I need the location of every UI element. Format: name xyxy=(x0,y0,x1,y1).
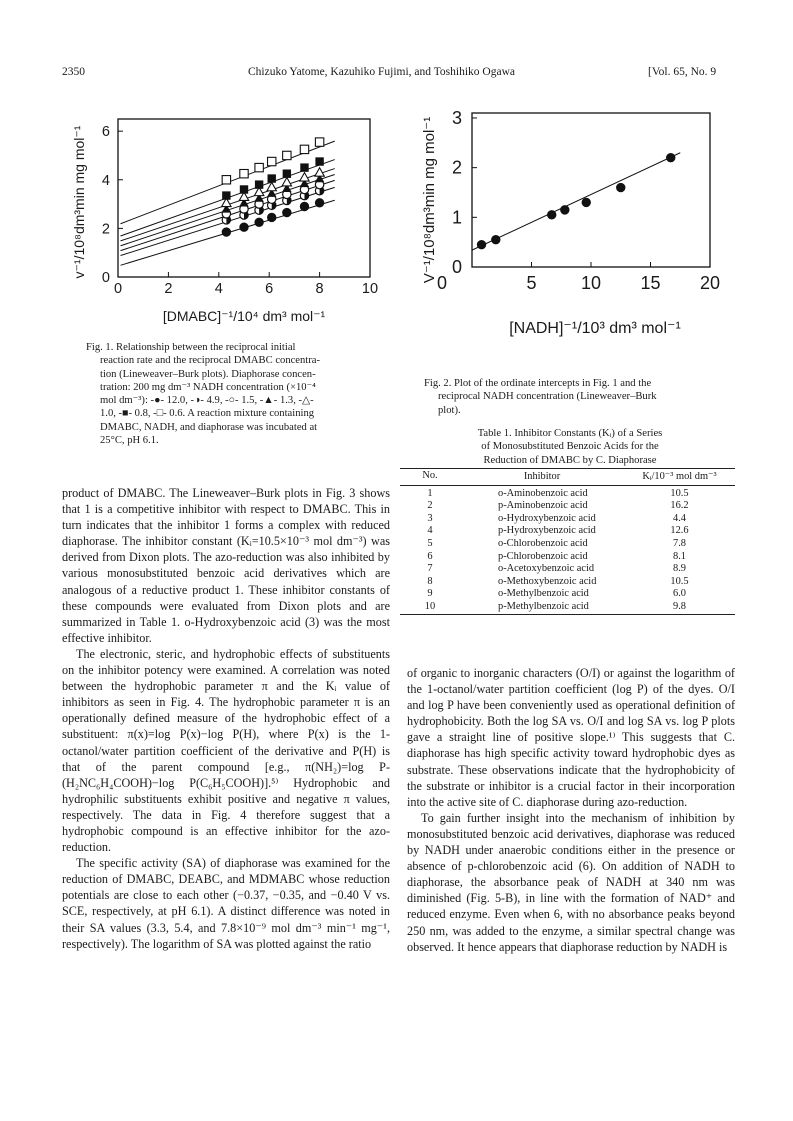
figure-2-caption xyxy=(424,377,724,417)
caption-line: reciprocal NADH concentration (Lineweaver–Burk xyxy=(438,391,657,403)
table-title-line: Reduction of DMABC by C. Diaphorase xyxy=(483,454,657,466)
table-cell-ki: 8.1 xyxy=(673,550,686,562)
paragraph: To gain further insight into the mechanism of inhibition by monosubstituted benzoic acid derivatives, diaphorase was reduced by NADH under anaerobic conditions either in the presence or absence of p-chlorobenzoic acid (6). On addition of NADH to diaphorase, the absorbance peak of NADH at 340 nm was diminished (Fig. 5-B), in line with the formation of NAD⁺ and reduced enzyme. Even when 6, with no absorbance peaks beyond 250 nm, was added to the enzyme, a similar spectral change was observed. It hence appears that diaphorase reduction by NADH is xyxy=(407,810,735,954)
table-cell-no: 3 xyxy=(427,512,433,524)
x-axis-label: [DMABC]⁻¹/10⁴ dm³ mol⁻¹ xyxy=(162,308,326,324)
table-row xyxy=(400,551,735,564)
fit-line xyxy=(472,153,680,250)
caption-line: DMABC, NADH, and diaphorase was incubated at xyxy=(100,421,318,433)
x-tick-label: 6 xyxy=(265,281,274,297)
figure-1-plot xyxy=(62,95,392,335)
data-point-open-square xyxy=(283,151,291,159)
x-tick-label: 20 xyxy=(699,273,721,293)
table-cell-inhibitor: p-Hydroxybenzoic acid xyxy=(498,525,596,537)
table-cell-inhibitor: o-Methylbenzoic acid xyxy=(498,588,589,600)
caption-line: 1.0, -■- 0.8, -□- 0.6. A reaction mixture containing xyxy=(100,408,315,420)
table-cell-ki: 7.8 xyxy=(673,537,686,549)
table-cell-inhibitor: p-Chlorobenzoic acid xyxy=(498,550,588,562)
data-point-open-square xyxy=(315,138,323,146)
table-title-line: Table 1. Inhibitor Constants (Kᵢ) of a Series xyxy=(477,428,663,439)
caption-line: tion (Lineweaver–Burk plots). Diaphorase concen- xyxy=(100,368,316,380)
x-tick-label: 0 xyxy=(113,281,123,297)
table-cell-no: 8 xyxy=(427,575,433,587)
table-cell-inhibitor: o-Methoxybenzoic acid xyxy=(498,575,597,587)
journal-volume: [Vol. 65, No. 9 xyxy=(648,66,717,78)
y-axis-label: V⁻¹/10⁸dm³min mg mol⁻¹ xyxy=(421,116,438,284)
x-tick-label: 4 xyxy=(214,281,223,297)
table-cell-inhibitor: p-Methylbenzoic acid xyxy=(498,600,589,612)
table-1 xyxy=(400,468,735,615)
y-tick-label: 1 xyxy=(451,207,462,228)
y-tick-label: 2 xyxy=(451,157,462,178)
data-point-filled-circle xyxy=(667,154,675,162)
data-point-filled-circle xyxy=(255,218,263,226)
caption-line: 25°C, pH 6.1. xyxy=(100,435,159,447)
figure-1 xyxy=(62,95,392,335)
caption-line: tration: 200 mg dm⁻³ NADH concentration (×10⁻⁴ xyxy=(100,381,316,393)
table-cell-inhibitor: o-Aminobenzoic acid xyxy=(498,487,588,499)
table-cell-no: 10 xyxy=(424,600,436,612)
data-point-open-triangle xyxy=(282,178,291,186)
data-point-filled-square xyxy=(222,191,230,199)
table-cell-no: 1 xyxy=(427,487,433,499)
data-point-filled-circle xyxy=(222,228,230,236)
data-point-open-triangle xyxy=(300,173,309,181)
x-axis-label: [NADH]⁻¹/10³ dm³ mol⁻¹ xyxy=(509,320,681,337)
paragraph: product of DMABC. The Lineweaver–Burk plots in Fig. 3 shows that 1 is a competitive inhibitor with respect to DMABC. This in turn indicates that the inhibitor 1 forms a complex with reduced diaphorase. The inhibitor constant (Kᵢ=10.5×10⁻³ mol dm⁻³) was derived from Dixon plots. The azo-reduction was also inhibited by various monosubstituted benzoic acid derivatives which are analogous of a reductive product 1. These inhibitor constants of these compounds were evaluated from Dixon plots and are summarized in Table 1. o-Hydroxybenzoic acid (3) was the most effective inhibitor. xyxy=(62,486,390,645)
table-header-ki: Kᵢ/10⁻³ mol dm⁻³ xyxy=(642,470,717,482)
table-row xyxy=(400,601,735,614)
table-cell-ki: 4.4 xyxy=(673,512,686,524)
data-point-filled-circle xyxy=(300,202,308,210)
caption-line: Fig. 1. Relationship between the reciprocal initial xyxy=(86,342,296,353)
page-number: 2350 xyxy=(62,66,85,78)
paragraph: The specific activity (SA) of diaphorase was examined for the reduction of DMABC, DEABC, and MDMABC whose reduction potentials are close to each other (−0.37, −0.35, and −0.40 V vs. SCE, respectively, at pH 6.1). A distinct difference was noted in their SA values (3.3, 5.4, and 7.8×10⁻⁹ mol dm⁻³ min⁻¹ mg⁻¹, respectively). The logarithm of SA was plotted against the ratio xyxy=(62,856,390,951)
y-tick-label: 3 xyxy=(451,107,462,128)
data-point-filled-circle xyxy=(582,198,590,206)
table-header-row xyxy=(400,469,735,485)
data-point-filled-circle xyxy=(240,223,248,231)
figure-2-plot xyxy=(410,95,740,345)
table-cell-inhibitor: o-Chlorobenzoic acid xyxy=(498,537,588,549)
data-point-open-square xyxy=(240,169,248,177)
data-point-filled-circle xyxy=(561,206,569,214)
data-point-filled-circle xyxy=(492,235,500,243)
x-tick-label: 0 xyxy=(436,273,448,293)
caption-line: Fig. 2. Plot of the ordinate intercepts in Fig. 1 and the xyxy=(424,378,652,389)
table-cell-no: 2 xyxy=(427,500,433,512)
x-tick-label: 2 xyxy=(164,281,173,297)
figure-2 xyxy=(410,95,740,345)
data-point-filled-square xyxy=(315,157,323,165)
data-point-filled-square xyxy=(255,180,263,188)
table-cell-ki: 16.2 xyxy=(670,500,689,512)
table-title-line: of Monosubstituted Benzoic Acids for the xyxy=(481,441,659,453)
data-point-open-square xyxy=(300,145,308,153)
table-1-title xyxy=(420,427,720,467)
table-row xyxy=(400,525,735,538)
y-tick-label: 0 xyxy=(101,270,110,286)
table-cell-ki: 9.8 xyxy=(673,600,686,612)
y-tick-label: 0 xyxy=(451,257,462,277)
table-row xyxy=(400,500,735,513)
caption-line: reaction rate and the reciprocal DMABC concentra- xyxy=(100,355,321,367)
left-column-text xyxy=(62,485,390,952)
table-cell-inhibitor: o-Hydroxybenzoic acid xyxy=(498,512,596,524)
x-tick-label: 15 xyxy=(640,273,661,293)
running-authors: Chizuko Yatome, Kazuhiko Fujimi, and Toshihiko Ogawa xyxy=(248,66,515,78)
data-point-filled-circle xyxy=(315,199,323,207)
y-tick-label: 4 xyxy=(101,172,110,189)
x-tick-label: 8 xyxy=(315,281,324,297)
table-row xyxy=(400,588,735,601)
caption-line: plot). xyxy=(438,404,461,416)
table-cell-inhibitor: p-Aminobenzoic acid xyxy=(498,500,588,512)
data-point-filled-circle xyxy=(283,208,291,216)
table-cell-ki: 10.5 xyxy=(670,487,689,499)
data-point-filled-square xyxy=(283,169,291,177)
x-tick-label: 10 xyxy=(580,273,602,293)
table-cell-ki: 10.5 xyxy=(670,575,689,587)
table-row xyxy=(400,513,735,526)
figure-1-caption xyxy=(86,341,376,447)
table-cell-ki: 12.6 xyxy=(670,525,689,537)
y-tick-label: 2 xyxy=(101,221,110,238)
right-column-text xyxy=(407,665,735,955)
table-row xyxy=(400,576,735,589)
paragraph: The electronic, steric, and hydrophobic effects of substituents on the inhibitor potency were examined. A correlation was noted between the hydrophobic parameter π and the Kᵢ value of inhibitors as seen in Fig. 4. The hydrophobic parameter π is an operationally defined measure of the hydrophobic effect of a substituent: π(x)=log P(x)−log P(H), where P(x) is the 1-octanol/water partition coefficient of the derivative and P(H) is that of the parent compound [e.g., π(NH₂)=log P-(H₂NC₆H₄COOH)−log P(C₆H₅COOH)].⁵⁾ Hydrophobic and hydrophilic substituents exhibit positive and negative π values, respectively. The data in Fig. 4 therefore suggest that a hydrophobic compound is an effective inhibitor for the azo-reduction. xyxy=(62,646,390,855)
paragraph: of organic to inorganic characters (O/I) or against the logarithm of the 1-octanol/water partition coefficient (log P) of the dyes. O/I and log P have been conveniently used as operational definition of hydrophobicity. Both the log SA vs. O/I and log SA vs. log P plots gave a straight line of positive slope.¹⁾ This suggests that C. diaphorase has high specific activity toward hydrophobic dyes as substrate. These observations indicate that the hydrophobicity of the substrate or inhibitor is a crucial factor in their incorporation into the active site of C. diaphorase during azo-reduction. xyxy=(407,666,735,809)
data-point-filled-square xyxy=(240,185,248,193)
data-point-filled-square xyxy=(300,163,308,171)
data-point-open-triangle xyxy=(315,168,324,176)
table-row xyxy=(400,563,735,576)
caption-line: mol dm⁻³): -●- 12.0, -◑- 4.9, -○- 1.5, -▲- 1.3, -△- xyxy=(100,395,314,407)
table-cell-ki: 8.9 xyxy=(673,563,686,575)
y-tick-label: 6 xyxy=(101,124,110,141)
data-point-filled-square xyxy=(268,174,276,182)
x-tick-label: 5 xyxy=(526,273,537,293)
table-cell-inhibitor: o-Acetoxybenzoic acid xyxy=(498,563,595,575)
table-header-no: No. xyxy=(422,470,438,481)
plot-frame xyxy=(472,113,710,267)
table-cell-no: 6 xyxy=(427,550,433,562)
data-point-open-square xyxy=(222,176,230,184)
data-point-filled-circle xyxy=(548,211,556,219)
table-header-inhibitor: Inhibitor xyxy=(523,470,561,482)
x-tick-label: 10 xyxy=(361,281,379,297)
table-row xyxy=(400,538,735,551)
y-axis-label: v⁻¹/10⁸dm³min mg mol⁻¹ xyxy=(71,125,87,279)
table-cell-no: 4 xyxy=(427,525,433,537)
data-point-open-square xyxy=(268,157,276,165)
data-point-filled-circle xyxy=(617,183,625,191)
table-cell-ki: 6.0 xyxy=(673,588,686,600)
data-point-filled-circle xyxy=(477,240,485,248)
table-cell-no: 7 xyxy=(427,563,433,575)
data-point-filled-circle xyxy=(268,213,276,221)
table-row xyxy=(400,485,735,500)
data-point-open-square xyxy=(255,163,263,171)
table-cell-no: 9 xyxy=(427,588,433,600)
table-cell-no: 5 xyxy=(427,537,433,549)
